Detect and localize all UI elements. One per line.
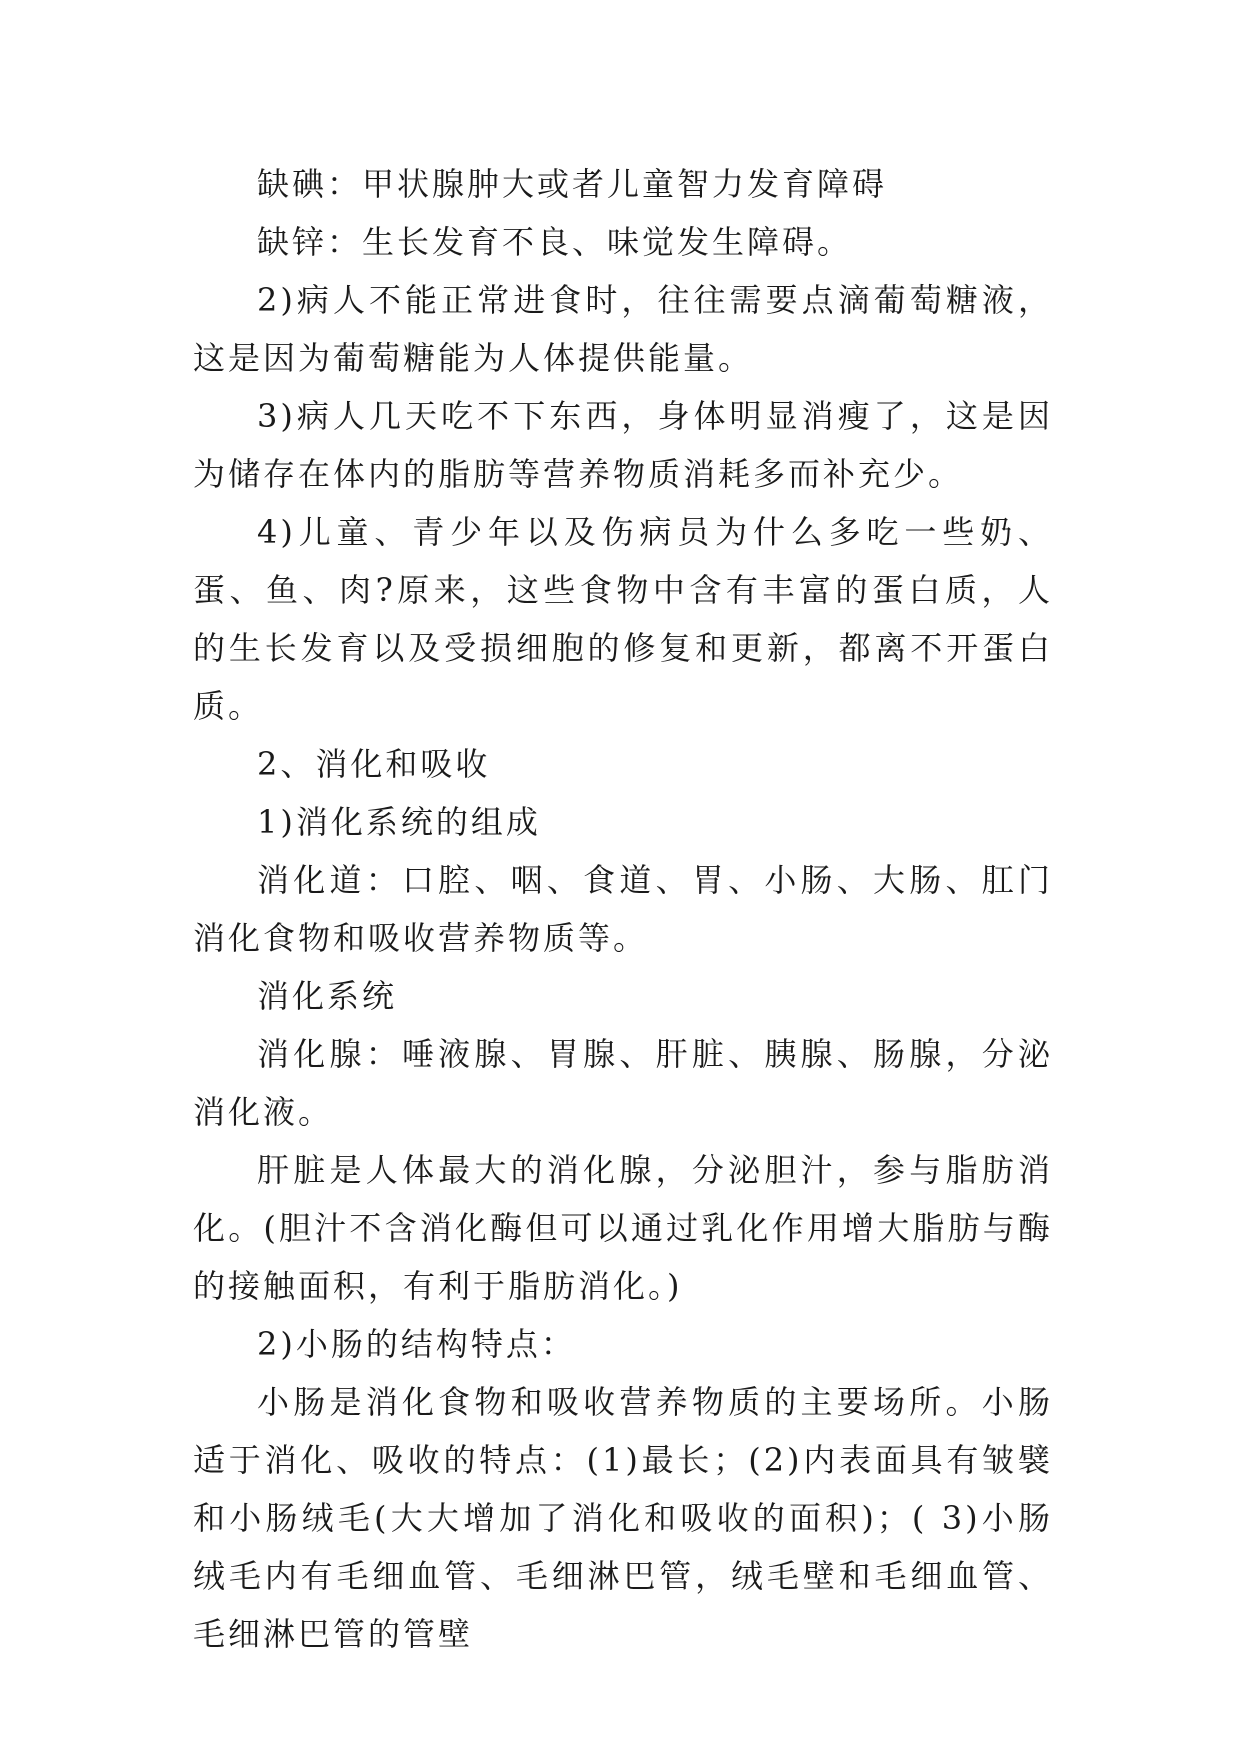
paragraph-protein: 4)儿童、青少年以及伤病员为什么多吃一些奶、蛋、鱼、肉?原来，这些食物中含有丰富的蛋白质，人的生长发育以及受损细胞的修复和更新，都离不开蛋白质。	[193, 513, 1053, 725]
subheading-digestive-system: 1)消化系统的组成	[257, 803, 541, 841]
paragraph-digestive-tract: 消化道：口腔、咽、食道、胃、小肠、大肠、肛门 消化食物和吸收营养物质等。	[193, 861, 1053, 957]
paragraph-digestive-glands: 消化腺：唾液腺、胃腺、肝脏、胰腺、肠腺，分泌消化液。	[193, 1035, 1053, 1131]
paragraph-iodine-deficiency: 缺碘：甲状腺肿大或者儿童智力发育障碍	[257, 165, 888, 203]
paragraph-weight-loss: 3)病人几天吃不下东西，身体明显消瘦了，这是因为储存在体内的脂肪等营养物质消耗多而补充少。	[193, 397, 1053, 493]
paragraph-small-intestine: 小肠是消化食物和吸收营养物质的主要场所。小肠适于消化、吸收的特点：(1)最长；(2)内表面具有皱襞和小肠绒毛(大大增加了消化和吸收的面积)；( 3)小肠绒毛内有毛细血管、毛细淋巴管，绒毛壁和毛细血管、毛细淋巴管的管壁	[193, 1383, 1053, 1653]
paragraph-glucose-drip: 2)病人不能正常进食时，往往需要点滴葡萄糖液，这是因为葡萄糖能为人体提供能量。	[193, 281, 1053, 377]
document-body	[193, 155, 1053, 1663]
subheading-small-intestine: 2)小肠的结构特点：	[257, 1325, 576, 1363]
paragraph-liver: 肝脏是人体最大的消化腺，分泌胆汁，参与脂肪消化。(胆汁不含消化酶但可以通过乳化作用增大脂肪与酶的接触面积，有利于脂肪消化。)	[193, 1151, 1053, 1305]
section-heading-digestion: 2、消化和吸收	[257, 745, 491, 783]
paragraph-zinc-deficiency: 缺锌：生长发育不良、味觉发生障碍。	[257, 223, 853, 261]
label-digestive-system: 消化系统	[257, 977, 398, 1015]
